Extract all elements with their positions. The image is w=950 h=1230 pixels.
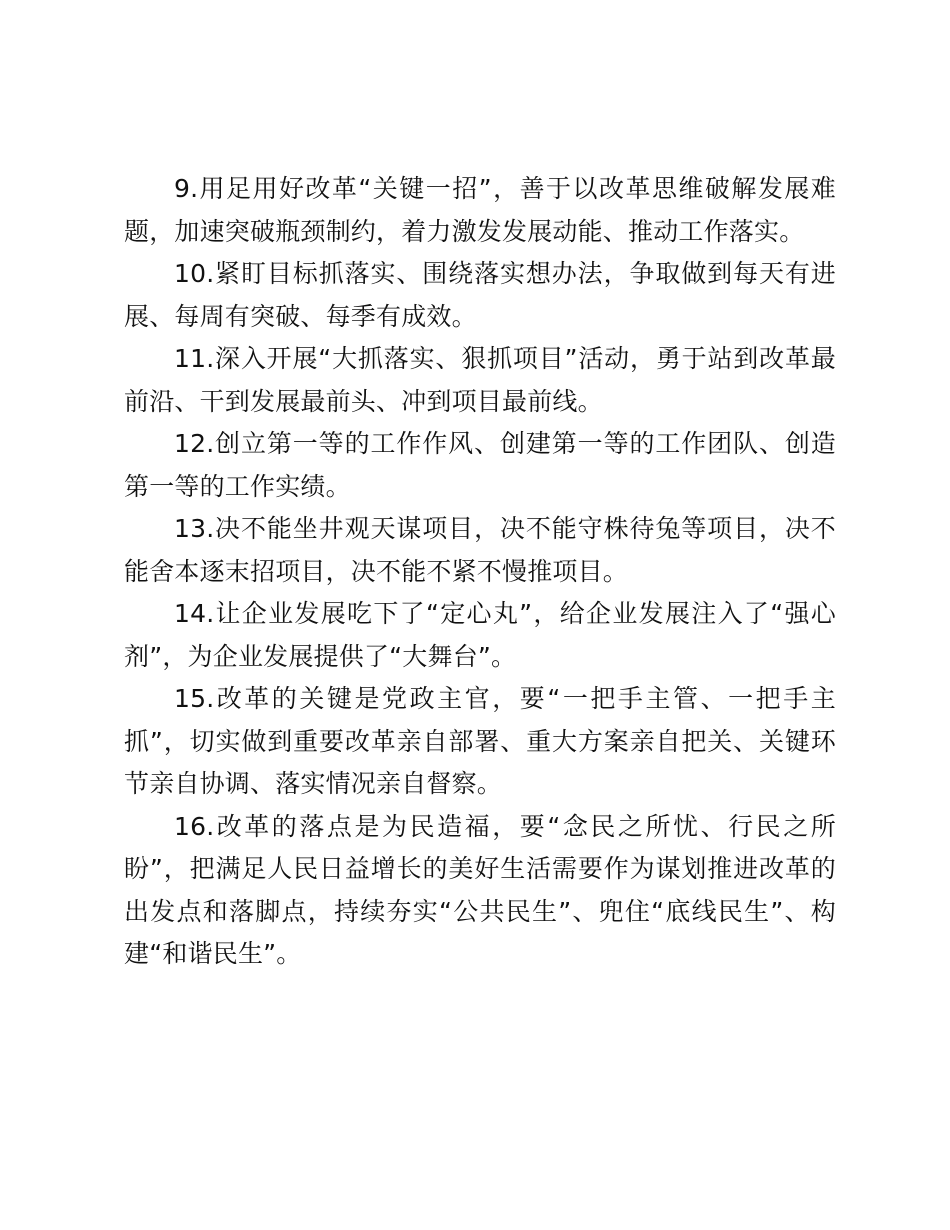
paragraph-11: 11.深入开展“大抓落实、狠抓项目”活动，勇于站到改革最前沿、干到发展最前头、冲到项目最前线。 (124, 344, 836, 416)
paragraph-15: 15.改革的关键是党政主官，要“一把手主管、一把手主抓”，切实做到重要改革亲自部署、重大方案亲自把关、关键环节亲自协调、落实情况亲自督察。 (124, 684, 836, 798)
paragraph-16: 16.改革的落点是为民造福，要“念民之所忧、行民之所盼”，把满足人民日益增长的美好生活需要作为谋划推进改革的出发点和落脚点，持续夯实“公共民生”、兜住“底线民生”、构建“和谐民生”。 (124, 811, 836, 968)
paragraph-13: 13.决不能坐井观天谋项目，决不能守株待兔等项目，决不能舍本逐末招项目，决不能不紧不慢推项目。 (124, 514, 836, 586)
paragraph-12: 12.创立第一等的工作作风、创建第一等的工作团队、创造第一等的工作实绩。 (124, 429, 836, 501)
paragraph-10: 10.紧盯目标抓落实、围绕落实想办法，争取做到每天有进展、每周有突破、每季有成效。 (124, 259, 836, 331)
document-body (124, 168, 836, 976)
paragraph-14: 14.让企业发展吃下了“定心丸”，给企业发展注入了“强心剂”，为企业发展提供了“大舞台”。 (124, 599, 836, 671)
paragraph-9: 9.用足用好改革“关键一招”，善于以改革思维破解发展难题，加速突破瓶颈制约，着力激发发展动能、推动工作落实。 (124, 174, 836, 246)
